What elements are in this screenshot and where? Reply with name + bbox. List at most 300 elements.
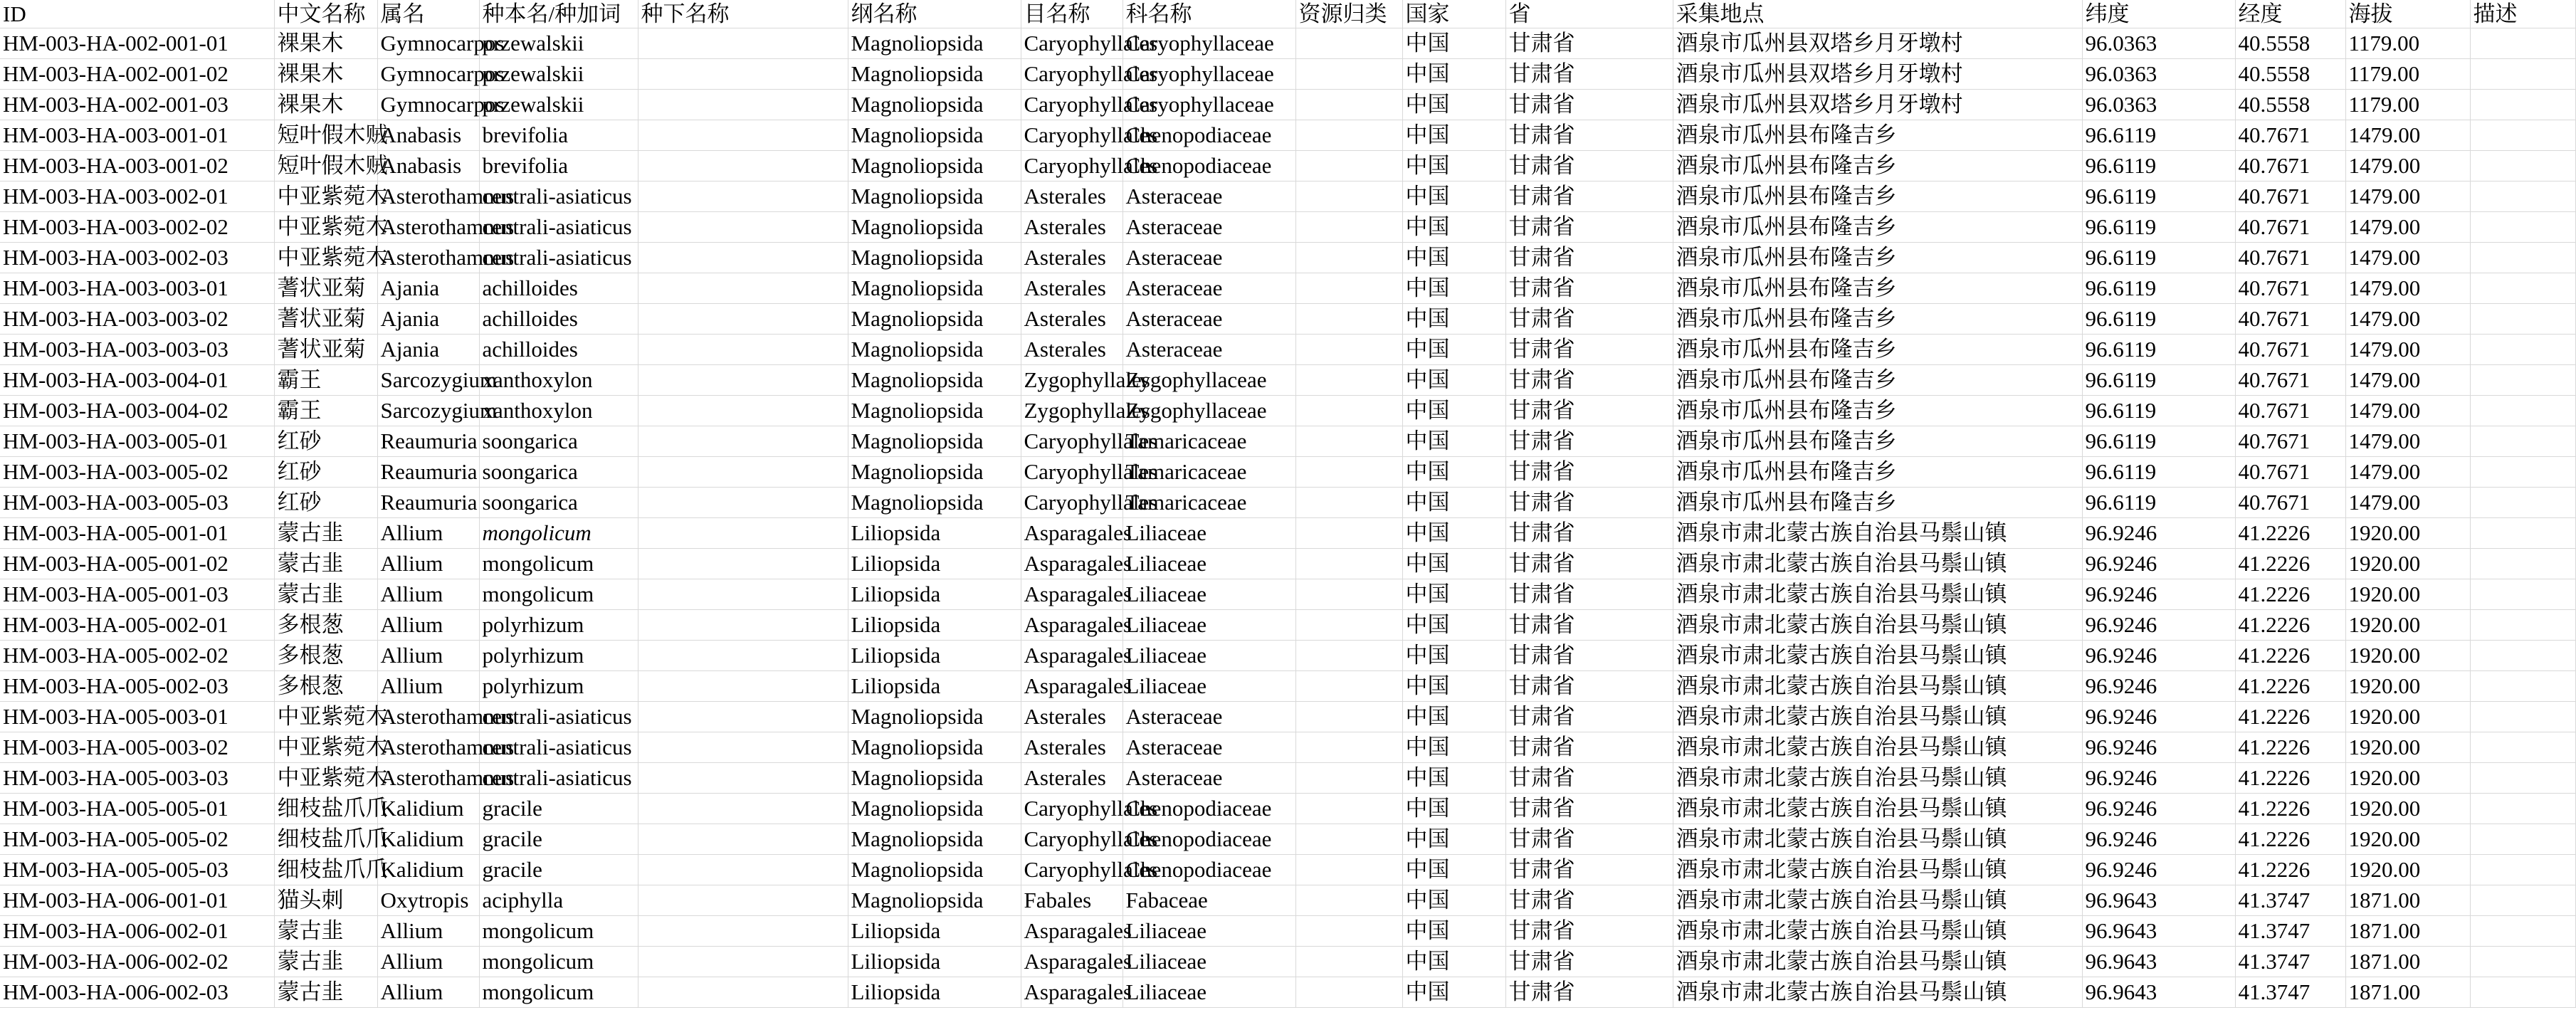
cell-latitude[interactable]: 96.6119 xyxy=(2082,304,2235,335)
cell-country[interactable]: 中国 xyxy=(1402,457,1505,488)
cell-province[interactable]: 甘肃省 xyxy=(1505,855,1673,885)
cell-infraspecific-name[interactable] xyxy=(638,335,848,365)
cell-country[interactable]: 中国 xyxy=(1402,90,1505,120)
cell-resource-category[interactable] xyxy=(1295,59,1402,90)
cell-province[interactable]: 甘肃省 xyxy=(1505,702,1673,732)
cell-genus[interactable]: Ajania xyxy=(377,335,479,365)
cell-altitude[interactable]: 1920.00 xyxy=(2345,641,2470,671)
cell-infraspecific-name[interactable] xyxy=(638,977,848,1008)
cell-chinese-name[interactable]: 短叶假木贼 xyxy=(274,151,377,182)
cell-chinese-name[interactable]: 细枝盐爪爪 xyxy=(274,794,377,824)
cell-longitude[interactable]: 40.7671 xyxy=(2235,304,2345,335)
cell-longitude[interactable]: 41.3747 xyxy=(2235,916,2345,947)
cell-collection-site[interactable]: 酒泉市瓜州县双塔乡月牙墩村 xyxy=(1673,59,2082,90)
cell-resource-category[interactable] xyxy=(1295,855,1402,885)
cell-collection-site[interactable]: 酒泉市瓜州县双塔乡月牙墩村 xyxy=(1673,28,2082,59)
cell-description[interactable] xyxy=(2470,702,2575,732)
cell-order-name[interactable]: Asparagales xyxy=(1021,947,1123,977)
cell-order-name[interactable]: Caryophyllales xyxy=(1021,855,1123,885)
cell-id[interactable]: HM-003-HA-005-005-03 xyxy=(0,855,274,885)
cell-description[interactable] xyxy=(2470,335,2575,365)
cell-latitude[interactable]: 96.9246 xyxy=(2082,794,2235,824)
cell-species-epithet[interactable]: centrali-asiaticus xyxy=(479,243,638,273)
cell-chinese-name[interactable]: 猫头刺 xyxy=(274,885,377,916)
cell-collection-site[interactable]: 酒泉市肃北蒙古族自治县马鬃山镇 xyxy=(1673,916,2082,947)
cell-chinese-name[interactable]: 红砂 xyxy=(274,426,377,457)
cell-family-name[interactable]: Liliaceae xyxy=(1123,549,1295,579)
cell-class-name[interactable]: Magnoliopsida xyxy=(848,243,1021,273)
cell-id[interactable]: HM-003-HA-005-005-01 xyxy=(0,794,274,824)
cell-description[interactable] xyxy=(2470,977,2575,1008)
cell-longitude[interactable]: 41.2226 xyxy=(2235,518,2345,549)
cell-altitude[interactable]: 1920.00 xyxy=(2345,702,2470,732)
cell-resource-category[interactable] xyxy=(1295,702,1402,732)
cell-infraspecific-name[interactable] xyxy=(638,885,848,916)
cell-description[interactable] xyxy=(2470,365,2575,396)
cell-order-name[interactable]: Caryophyllales xyxy=(1021,120,1123,151)
cell-order-name[interactable]: Asterales xyxy=(1021,304,1123,335)
cell-class-name[interactable]: Liliopsida xyxy=(848,947,1021,977)
cell-country[interactable]: 中国 xyxy=(1402,488,1505,518)
cell-collection-site[interactable]: 酒泉市瓜州县布隆吉乡 xyxy=(1673,426,2082,457)
cell-province[interactable]: 甘肃省 xyxy=(1505,28,1673,59)
cell-id[interactable]: HM-003-HA-005-001-02 xyxy=(0,549,274,579)
cell-chinese-name[interactable]: 细枝盐爪爪 xyxy=(274,855,377,885)
cell-province[interactable]: 甘肃省 xyxy=(1505,90,1673,120)
cell-country[interactable]: 中国 xyxy=(1402,212,1505,243)
cell-species-epithet[interactable]: centrali-asiaticus xyxy=(479,702,638,732)
cell-id[interactable]: HM-003-HA-005-002-03 xyxy=(0,671,274,702)
cell-family-name[interactable]: Tamaricaceae xyxy=(1123,457,1295,488)
cell-latitude[interactable]: 96.9246 xyxy=(2082,732,2235,763)
cell-id[interactable]: HM-003-HA-005-005-02 xyxy=(0,824,274,855)
cell-longitude[interactable]: 41.2226 xyxy=(2235,824,2345,855)
cell-latitude[interactable]: 96.6119 xyxy=(2082,365,2235,396)
cell-infraspecific-name[interactable] xyxy=(638,824,848,855)
cell-class-name[interactable]: Magnoliopsida xyxy=(848,457,1021,488)
cell-species-epithet[interactable]: gracile xyxy=(479,855,638,885)
cell-species-epithet[interactable]: soongarica xyxy=(479,457,638,488)
cell-id[interactable]: HM-003-HA-002-001-02 xyxy=(0,59,274,90)
cell-province[interactable]: 甘肃省 xyxy=(1505,120,1673,151)
cell-infraspecific-name[interactable] xyxy=(638,59,848,90)
cell-province[interactable]: 甘肃省 xyxy=(1505,885,1673,916)
cell-chinese-name[interactable]: 多根葱 xyxy=(274,610,377,641)
cell-province[interactable]: 甘肃省 xyxy=(1505,304,1673,335)
cell-chinese-name[interactable]: 红砂 xyxy=(274,488,377,518)
cell-species-epithet[interactable]: soongarica xyxy=(479,488,638,518)
cell-class-name[interactable]: Magnoliopsida xyxy=(848,28,1021,59)
cell-longitude[interactable]: 40.7671 xyxy=(2235,182,2345,212)
cell-genus[interactable]: Anabasis xyxy=(377,120,479,151)
cell-species-epithet[interactable]: polyrhizum xyxy=(479,610,638,641)
cell-chinese-name[interactable]: 蓍状亚菊 xyxy=(274,335,377,365)
cell-family-name[interactable]: Liliaceae xyxy=(1123,977,1295,1008)
cell-latitude[interactable]: 96.6119 xyxy=(2082,151,2235,182)
cell-country[interactable]: 中国 xyxy=(1402,855,1505,885)
cell-order-name[interactable]: Asparagales xyxy=(1021,579,1123,610)
cell-province[interactable]: 甘肃省 xyxy=(1505,59,1673,90)
cell-order-name[interactable]: Asterales xyxy=(1021,212,1123,243)
cell-longitude[interactable]: 40.7671 xyxy=(2235,212,2345,243)
cell-latitude[interactable]: 96.6119 xyxy=(2082,212,2235,243)
cell-id[interactable]: HM-003-HA-003-005-02 xyxy=(0,457,274,488)
cell-latitude[interactable]: 96.9246 xyxy=(2082,549,2235,579)
cell-longitude[interactable]: 40.7671 xyxy=(2235,488,2345,518)
cell-id[interactable]: HM-003-HA-002-001-01 xyxy=(0,28,274,59)
cell-class-name[interactable]: Magnoliopsida xyxy=(848,212,1021,243)
cell-class-name[interactable]: Magnoliopsida xyxy=(848,90,1021,120)
cell-id[interactable]: HM-003-HA-003-005-01 xyxy=(0,426,274,457)
cell-altitude[interactable]: 1920.00 xyxy=(2345,579,2470,610)
cell-province[interactable]: 甘肃省 xyxy=(1505,396,1673,426)
cell-id[interactable]: HM-003-HA-003-001-02 xyxy=(0,151,274,182)
cell-collection-site[interactable]: 酒泉市肃北蒙古族自治县马鬃山镇 xyxy=(1673,824,2082,855)
column-header-resource-category[interactable]: 资源归类 xyxy=(1295,0,1402,28)
cell-resource-category[interactable] xyxy=(1295,335,1402,365)
cell-collection-site[interactable]: 酒泉市瓜州县布隆吉乡 xyxy=(1673,457,2082,488)
cell-genus[interactable]: Reaumuria xyxy=(377,488,479,518)
cell-resource-category[interactable] xyxy=(1295,457,1402,488)
cell-collection-site[interactable]: 酒泉市瓜州县双塔乡月牙墩村 xyxy=(1673,90,2082,120)
cell-longitude[interactable]: 41.2226 xyxy=(2235,579,2345,610)
cell-longitude[interactable]: 40.7671 xyxy=(2235,335,2345,365)
cell-infraspecific-name[interactable] xyxy=(638,518,848,549)
cell-genus[interactable]: Ajania xyxy=(377,273,479,304)
cell-infraspecific-name[interactable] xyxy=(638,28,848,59)
cell-species-epithet[interactable]: xanthoxylon xyxy=(479,396,638,426)
cell-longitude[interactable]: 40.5558 xyxy=(2235,28,2345,59)
cell-altitude[interactable]: 1179.00 xyxy=(2345,59,2470,90)
cell-province[interactable]: 甘肃省 xyxy=(1505,243,1673,273)
cell-province[interactable]: 甘肃省 xyxy=(1505,732,1673,763)
cell-altitude[interactable]: 1920.00 xyxy=(2345,763,2470,794)
cell-infraspecific-name[interactable] xyxy=(638,579,848,610)
cell-province[interactable]: 甘肃省 xyxy=(1505,947,1673,977)
cell-family-name[interactable]: Asteraceae xyxy=(1123,212,1295,243)
cell-id[interactable]: HM-003-HA-003-003-01 xyxy=(0,273,274,304)
cell-longitude[interactable]: 40.7671 xyxy=(2235,396,2345,426)
cell-altitude[interactable]: 1179.00 xyxy=(2345,28,2470,59)
cell-collection-site[interactable]: 酒泉市肃北蒙古族自治县马鬃山镇 xyxy=(1673,947,2082,977)
cell-description[interactable] xyxy=(2470,457,2575,488)
cell-resource-category[interactable] xyxy=(1295,396,1402,426)
cell-infraspecific-name[interactable] xyxy=(638,732,848,763)
cell-latitude[interactable]: 96.6119 xyxy=(2082,120,2235,151)
cell-province[interactable]: 甘肃省 xyxy=(1505,457,1673,488)
cell-chinese-name[interactable]: 蒙古韭 xyxy=(274,916,377,947)
cell-resource-category[interactable] xyxy=(1295,641,1402,671)
cell-description[interactable] xyxy=(2470,212,2575,243)
cell-collection-site[interactable]: 酒泉市瓜州县布隆吉乡 xyxy=(1673,243,2082,273)
column-header-chinese-name[interactable]: 中文名称 xyxy=(274,0,377,28)
cell-family-name[interactable]: Tamaricaceae xyxy=(1123,488,1295,518)
cell-longitude[interactable]: 41.2226 xyxy=(2235,702,2345,732)
cell-infraspecific-name[interactable] xyxy=(638,763,848,794)
column-header-country[interactable]: 国家 xyxy=(1402,0,1505,28)
cell-country[interactable]: 中国 xyxy=(1402,671,1505,702)
cell-species-epithet[interactable]: brevifolia xyxy=(479,120,638,151)
cell-family-name[interactable]: Asteraceae xyxy=(1123,182,1295,212)
cell-altitude[interactable]: 1479.00 xyxy=(2345,212,2470,243)
cell-description[interactable] xyxy=(2470,824,2575,855)
cell-resource-category[interactable] xyxy=(1295,243,1402,273)
cell-order-name[interactable]: Fabales xyxy=(1021,885,1123,916)
cell-species-epithet[interactable]: mongolicum xyxy=(479,549,638,579)
cell-species-epithet[interactable]: mongolicum xyxy=(479,518,638,549)
cell-family-name[interactable]: Asteraceae xyxy=(1123,243,1295,273)
cell-latitude[interactable]: 96.0363 xyxy=(2082,59,2235,90)
cell-order-name[interactable]: Caryophyllales xyxy=(1021,59,1123,90)
cell-id[interactable]: HM-003-HA-003-004-01 xyxy=(0,365,274,396)
cell-species-epithet[interactable]: centrali-asiaticus xyxy=(479,212,638,243)
column-header-infraspecific-name[interactable]: 种下名称 xyxy=(638,0,848,28)
cell-altitude[interactable]: 1871.00 xyxy=(2345,977,2470,1008)
cell-id[interactable]: HM-003-HA-005-002-01 xyxy=(0,610,274,641)
cell-altitude[interactable]: 1479.00 xyxy=(2345,304,2470,335)
cell-resource-category[interactable] xyxy=(1295,947,1402,977)
cell-resource-category[interactable] xyxy=(1295,120,1402,151)
cell-class-name[interactable]: Magnoliopsida xyxy=(848,273,1021,304)
cell-genus[interactable]: Asterothamnus xyxy=(377,212,479,243)
cell-altitude[interactable]: 1920.00 xyxy=(2345,549,2470,579)
cell-species-epithet[interactable]: mongolicum xyxy=(479,916,638,947)
cell-class-name[interactable]: Liliopsida xyxy=(848,916,1021,947)
cell-infraspecific-name[interactable] xyxy=(638,151,848,182)
cell-latitude[interactable]: 96.0363 xyxy=(2082,28,2235,59)
cell-latitude[interactable]: 96.9246 xyxy=(2082,518,2235,549)
cell-infraspecific-name[interactable] xyxy=(638,610,848,641)
cell-altitude[interactable]: 1479.00 xyxy=(2345,457,2470,488)
cell-country[interactable]: 中国 xyxy=(1402,610,1505,641)
cell-description[interactable] xyxy=(2470,579,2575,610)
cell-class-name[interactable]: Liliopsida xyxy=(848,641,1021,671)
cell-resource-category[interactable] xyxy=(1295,151,1402,182)
cell-family-name[interactable]: Tamaricaceae xyxy=(1123,426,1295,457)
cell-family-name[interactable]: Zygophyllaceae xyxy=(1123,396,1295,426)
cell-order-name[interactable]: Asterales xyxy=(1021,702,1123,732)
cell-altitude[interactable]: 1871.00 xyxy=(2345,885,2470,916)
cell-id[interactable]: HM-003-HA-003-003-02 xyxy=(0,304,274,335)
cell-latitude[interactable]: 96.9246 xyxy=(2082,610,2235,641)
cell-infraspecific-name[interactable] xyxy=(638,916,848,947)
cell-province[interactable]: 甘肃省 xyxy=(1505,671,1673,702)
cell-order-name[interactable]: Asterales xyxy=(1021,273,1123,304)
cell-species-epithet[interactable]: mongolicum xyxy=(479,977,638,1008)
cell-chinese-name[interactable]: 蒙古韭 xyxy=(274,947,377,977)
cell-order-name[interactable]: Asparagales xyxy=(1021,518,1123,549)
cell-class-name[interactable]: Magnoliopsida xyxy=(848,763,1021,794)
cell-country[interactable]: 中国 xyxy=(1402,732,1505,763)
cell-longitude[interactable]: 41.2226 xyxy=(2235,794,2345,824)
cell-latitude[interactable]: 96.6119 xyxy=(2082,273,2235,304)
cell-country[interactable]: 中国 xyxy=(1402,702,1505,732)
cell-order-name[interactable]: Asterales xyxy=(1021,182,1123,212)
cell-genus[interactable]: Asterothamnus xyxy=(377,182,479,212)
cell-infraspecific-name[interactable] xyxy=(638,671,848,702)
cell-chinese-name[interactable]: 中亚紫菀木 xyxy=(274,212,377,243)
cell-country[interactable]: 中国 xyxy=(1402,763,1505,794)
cell-id[interactable]: HM-003-HA-006-002-03 xyxy=(0,977,274,1008)
cell-collection-site[interactable]: 酒泉市肃北蒙古族自治县马鬃山镇 xyxy=(1673,794,2082,824)
cell-province[interactable]: 甘肃省 xyxy=(1505,977,1673,1008)
cell-id[interactable]: HM-003-HA-005-001-03 xyxy=(0,579,274,610)
cell-species-epithet[interactable]: mongolicum xyxy=(479,947,638,977)
cell-resource-category[interactable] xyxy=(1295,671,1402,702)
cell-id[interactable]: HM-003-HA-003-002-02 xyxy=(0,212,274,243)
column-header-genus[interactable]: 属名 xyxy=(377,0,479,28)
cell-latitude[interactable]: 96.9246 xyxy=(2082,824,2235,855)
cell-genus[interactable]: Kalidium xyxy=(377,794,479,824)
cell-chinese-name[interactable]: 细枝盐爪爪 xyxy=(274,824,377,855)
cell-species-epithet[interactable]: centrali-asiaticus xyxy=(479,182,638,212)
cell-class-name[interactable]: Magnoliopsida xyxy=(848,794,1021,824)
cell-infraspecific-name[interactable] xyxy=(638,488,848,518)
cell-altitude[interactable]: 1479.00 xyxy=(2345,243,2470,273)
cell-altitude[interactable]: 1479.00 xyxy=(2345,120,2470,151)
cell-country[interactable]: 中国 xyxy=(1402,916,1505,947)
cell-family-name[interactable]: Liliaceae xyxy=(1123,641,1295,671)
cell-country[interactable]: 中国 xyxy=(1402,579,1505,610)
cell-longitude[interactable]: 40.7671 xyxy=(2235,120,2345,151)
cell-infraspecific-name[interactable] xyxy=(638,365,848,396)
cell-order-name[interactable]: Asterales xyxy=(1021,243,1123,273)
cell-province[interactable]: 甘肃省 xyxy=(1505,824,1673,855)
cell-longitude[interactable]: 40.7671 xyxy=(2235,365,2345,396)
cell-longitude[interactable]: 40.5558 xyxy=(2235,90,2345,120)
cell-resource-category[interactable] xyxy=(1295,365,1402,396)
cell-description[interactable] xyxy=(2470,610,2575,641)
cell-longitude[interactable]: 41.3747 xyxy=(2235,885,2345,916)
cell-country[interactable]: 中国 xyxy=(1402,59,1505,90)
cell-family-name[interactable]: Liliaceae xyxy=(1123,947,1295,977)
cell-chinese-name[interactable]: 中亚紫菀木 xyxy=(274,702,377,732)
cell-class-name[interactable]: Magnoliopsida xyxy=(848,396,1021,426)
cell-family-name[interactable]: Liliaceae xyxy=(1123,916,1295,947)
cell-country[interactable]: 中国 xyxy=(1402,641,1505,671)
cell-species-epithet[interactable]: gracile xyxy=(479,794,638,824)
cell-id[interactable]: HM-003-HA-003-005-03 xyxy=(0,488,274,518)
cell-longitude[interactable]: 40.7671 xyxy=(2235,151,2345,182)
cell-species-epithet[interactable]: przewalskii xyxy=(479,59,638,90)
cell-description[interactable] xyxy=(2470,549,2575,579)
cell-collection-site[interactable]: 酒泉市肃北蒙古族自治县马鬃山镇 xyxy=(1673,763,2082,794)
cell-latitude[interactable]: 96.9246 xyxy=(2082,702,2235,732)
cell-country[interactable]: 中国 xyxy=(1402,243,1505,273)
cell-altitude[interactable]: 1871.00 xyxy=(2345,947,2470,977)
cell-province[interactable]: 甘肃省 xyxy=(1505,335,1673,365)
cell-class-name[interactable]: Liliopsida xyxy=(848,671,1021,702)
cell-resource-category[interactable] xyxy=(1295,488,1402,518)
cell-latitude[interactable]: 96.9643 xyxy=(2082,977,2235,1008)
cell-latitude[interactable]: 96.6119 xyxy=(2082,335,2235,365)
cell-order-name[interactable]: Zygophyllales xyxy=(1021,365,1123,396)
cell-description[interactable] xyxy=(2470,671,2575,702)
cell-genus[interactable]: Asterothamnus xyxy=(377,702,479,732)
cell-country[interactable]: 中国 xyxy=(1402,120,1505,151)
cell-genus[interactable]: Anabasis xyxy=(377,151,479,182)
cell-latitude[interactable]: 96.9246 xyxy=(2082,855,2235,885)
cell-country[interactable]: 中国 xyxy=(1402,977,1505,1008)
cell-family-name[interactable]: Liliaceae xyxy=(1123,518,1295,549)
cell-description[interactable] xyxy=(2470,28,2575,59)
cell-latitude[interactable]: 96.9643 xyxy=(2082,947,2235,977)
cell-genus[interactable]: Sarcozygium xyxy=(377,396,479,426)
cell-country[interactable]: 中国 xyxy=(1402,151,1505,182)
cell-chinese-name[interactable]: 裸果木 xyxy=(274,28,377,59)
cell-chinese-name[interactable]: 蒙古韭 xyxy=(274,518,377,549)
cell-longitude[interactable]: 41.3747 xyxy=(2235,947,2345,977)
cell-description[interactable] xyxy=(2470,732,2575,763)
cell-altitude[interactable]: 1920.00 xyxy=(2345,794,2470,824)
cell-chinese-name[interactable]: 中亚紫菀木 xyxy=(274,732,377,763)
cell-resource-category[interactable] xyxy=(1295,273,1402,304)
cell-infraspecific-name[interactable] xyxy=(638,457,848,488)
cell-species-epithet[interactable]: mongolicum xyxy=(479,579,638,610)
cell-species-epithet[interactable]: achilloides xyxy=(479,335,638,365)
cell-longitude[interactable]: 40.7671 xyxy=(2235,243,2345,273)
cell-longitude[interactable]: 41.2226 xyxy=(2235,855,2345,885)
cell-order-name[interactable]: Asterales xyxy=(1021,763,1123,794)
cell-latitude[interactable]: 96.6119 xyxy=(2082,488,2235,518)
cell-order-name[interactable]: Caryophyllales xyxy=(1021,824,1123,855)
cell-province[interactable]: 甘肃省 xyxy=(1505,426,1673,457)
cell-family-name[interactable]: Caryophyllaceae xyxy=(1123,28,1295,59)
cell-genus[interactable]: Allium xyxy=(377,977,479,1008)
cell-altitude[interactable]: 1920.00 xyxy=(2345,732,2470,763)
cell-family-name[interactable]: Asteraceae xyxy=(1123,732,1295,763)
cell-collection-site[interactable]: 酒泉市瓜州县布隆吉乡 xyxy=(1673,335,2082,365)
cell-collection-site[interactable]: 酒泉市肃北蒙古族自治县马鬃山镇 xyxy=(1673,885,2082,916)
cell-latitude[interactable]: 96.6119 xyxy=(2082,426,2235,457)
cell-description[interactable] xyxy=(2470,794,2575,824)
cell-family-name[interactable]: Liliaceae xyxy=(1123,671,1295,702)
cell-order-name[interactable]: Asparagales xyxy=(1021,549,1123,579)
cell-family-name[interactable]: Asteraceae xyxy=(1123,273,1295,304)
cell-class-name[interactable]: Magnoliopsida xyxy=(848,702,1021,732)
cell-infraspecific-name[interactable] xyxy=(638,182,848,212)
cell-collection-site[interactable]: 酒泉市肃北蒙古族自治县马鬃山镇 xyxy=(1673,610,2082,641)
cell-genus[interactable]: Gymnocarpos xyxy=(377,90,479,120)
cell-province[interactable]: 甘肃省 xyxy=(1505,488,1673,518)
column-header-order-name[interactable]: 目名称 xyxy=(1021,0,1123,28)
cell-chinese-name[interactable]: 中亚紫菀木 xyxy=(274,243,377,273)
cell-infraspecific-name[interactable] xyxy=(638,396,848,426)
cell-family-name[interactable]: Chenopodiaceae xyxy=(1123,824,1295,855)
cell-chinese-name[interactable]: 蒙古韭 xyxy=(274,977,377,1008)
cell-genus[interactable]: Kalidium xyxy=(377,824,479,855)
cell-class-name[interactable]: Magnoliopsida xyxy=(848,120,1021,151)
cell-genus[interactable]: Allium xyxy=(377,947,479,977)
cell-resource-category[interactable] xyxy=(1295,304,1402,335)
cell-class-name[interactable]: Magnoliopsida xyxy=(848,426,1021,457)
cell-collection-site[interactable]: 酒泉市瓜州县布隆吉乡 xyxy=(1673,273,2082,304)
cell-genus[interactable]: Gymnocarpos xyxy=(377,59,479,90)
cell-genus[interactable]: Allium xyxy=(377,579,479,610)
cell-infraspecific-name[interactable] xyxy=(638,90,848,120)
cell-province[interactable]: 甘肃省 xyxy=(1505,549,1673,579)
cell-order-name[interactable]: Caryophyllales xyxy=(1021,488,1123,518)
cell-description[interactable] xyxy=(2470,763,2575,794)
cell-resource-category[interactable] xyxy=(1295,182,1402,212)
column-header-longitude[interactable]: 经度 xyxy=(2235,0,2345,28)
cell-species-epithet[interactable]: gracile xyxy=(479,824,638,855)
cell-infraspecific-name[interactable] xyxy=(638,702,848,732)
cell-class-name[interactable]: Liliopsida xyxy=(848,549,1021,579)
cell-latitude[interactable]: 96.6119 xyxy=(2082,457,2235,488)
cell-family-name[interactable]: Chenopodiaceae xyxy=(1123,794,1295,824)
cell-chinese-name[interactable]: 多根葱 xyxy=(274,671,377,702)
